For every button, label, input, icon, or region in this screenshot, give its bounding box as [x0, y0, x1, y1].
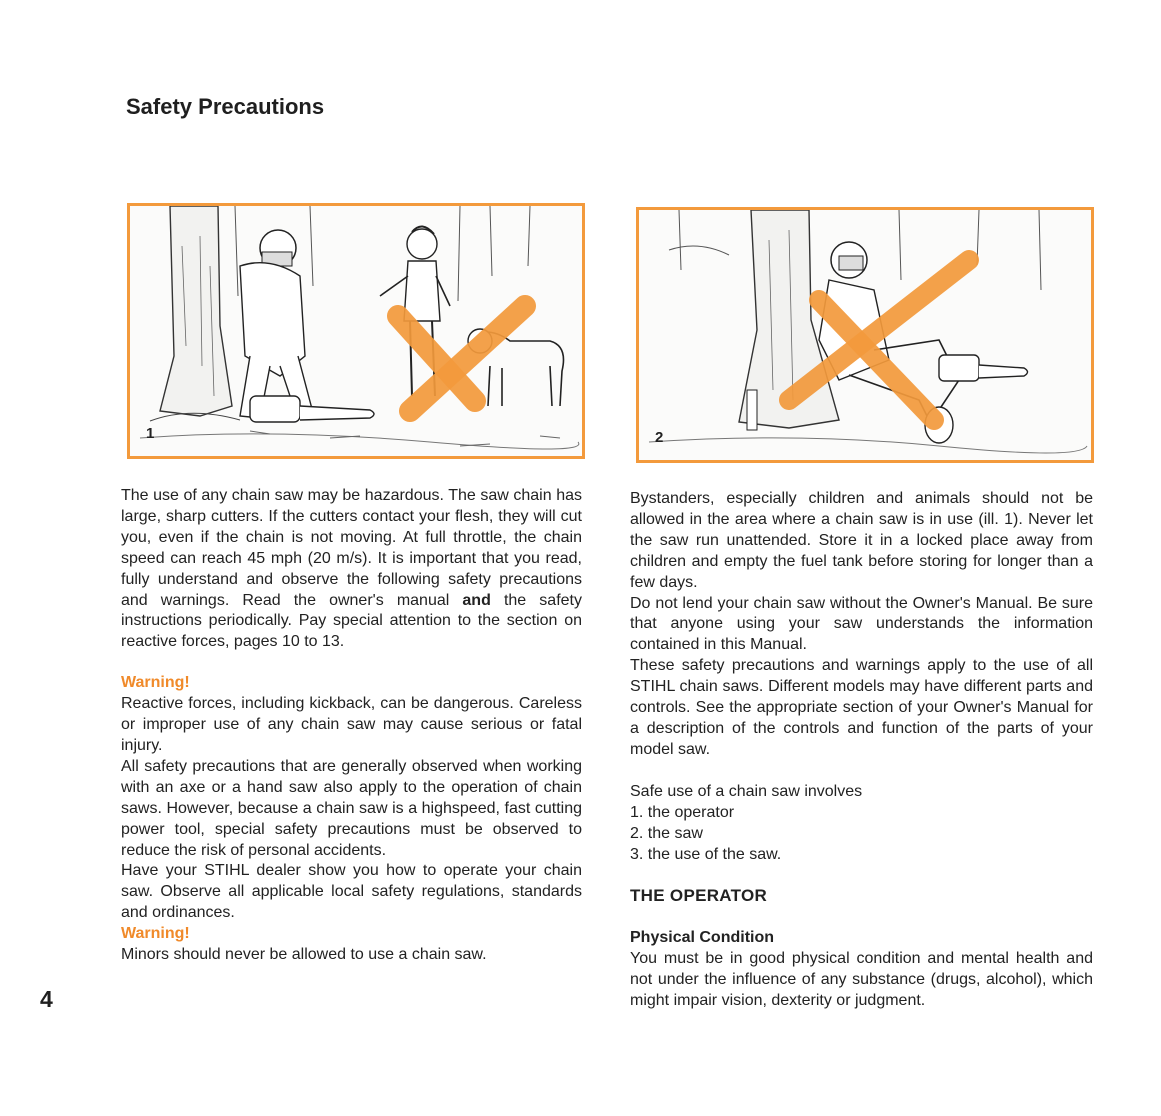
warning-text: Reactive forces, including kickback, can be dangerous. Careless or improper use of any chain saw may cause serious or fatal injury. [121, 695, 582, 754]
figure-2 [636, 207, 1094, 463]
warning-text: Minors should never be allowed to use a chain saw. [121, 946, 487, 964]
intro-text-a: The use of any chain saw may be hazardous. The saw chain has large, sharp cutters. If the cutters contact your flesh, they will cut you, even if the chain is not moving. At full throttle, the chain speed can reach 45 mph (20 m/s). It is important that you read, fully understand and observe the following safety precautions and warnings. Read the owner's manual [121, 487, 582, 609]
paragraph: These safety precautions and warnings apply to the use of all STIHL chain saws. Different models may have different parts and controls. See the appropriate section of your Owner's Manual for a description of the controls and function of the parts of your model saw. [630, 657, 1093, 758]
paragraph: Have your STIHL dealer show you how to operate your chain saw. Observe all applicable local safety regulations, standards and ordinances. [121, 862, 582, 922]
figure-1 [127, 203, 585, 459]
figure-number: 2 [655, 429, 664, 446]
paragraph: Bystanders, especially children and animals should not be allowed in the area where a chain saw is in use (ill. 1). Never let the saw run unattended. Store it in a locked place away from children and empty the fuel tank before storing for longer than a few days. [630, 490, 1093, 591]
intro-paragraph [121, 486, 582, 653]
figure-number: 1 [146, 425, 155, 442]
list-item: 2. the saw [630, 824, 703, 842]
list-item: 1. the operator [630, 803, 735, 821]
section-heading: THE OPERATOR [630, 886, 768, 906]
paragraph: All safety precautions that are generally observed when working with an axe or a hand saw also apply to the operation of chain saws. However, because a chain saw is a highspeed, fast cutting power tool, special safety precautions must be observed to reduce the risk of personal accidents. [121, 757, 582, 859]
list-item: 3. the use of the saw. [630, 845, 782, 863]
safe-use-list [630, 803, 1093, 866]
paragraph: Do not lend your chain saw without the Owner's Manual. Be sure that anyone using your saw understands the information contained in this Manual. [630, 594, 1093, 654]
warning-label: Warning! [121, 925, 190, 943]
bystanders-illustration [130, 206, 582, 456]
unattended-saw-illustration [639, 210, 1091, 460]
left-column [121, 486, 582, 966]
paragraph: You must be in good physical condition and mental health and not under the influence of any substance (drugs, alcohol), which might impair vision, dexterity or judgment. [630, 950, 1093, 1010]
right-column [630, 489, 1093, 1012]
warning-label: Warning! [121, 674, 190, 692]
page-number: 4 [40, 986, 53, 1012]
intro-text-b: the safety instructions periodically. Pay special attention to the section on reactive forces, pages 10 to 13. [121, 591, 582, 651]
list-intro: Safe use of a chain saw involves [630, 782, 863, 800]
intro-text-bold: and [462, 591, 491, 609]
page-title: Safety Precautions [126, 94, 325, 119]
subheading: Physical Condition [630, 929, 775, 947]
